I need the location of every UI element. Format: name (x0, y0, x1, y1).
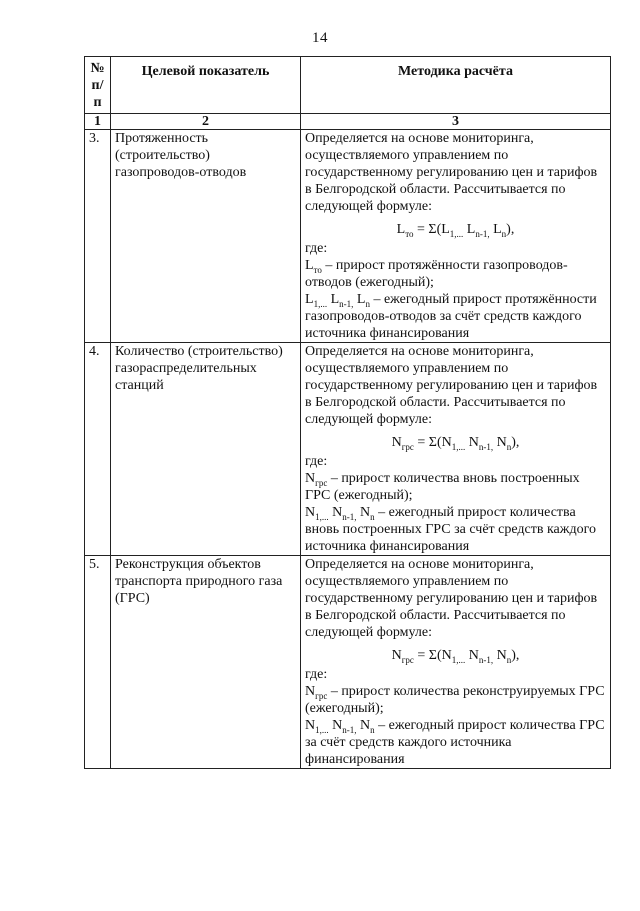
method-intro: Определяется на основе мониторинга, осуществляемого управлением по государственному регулированию цен и тарифов в Белгородской области. Рассчитывается по следующей формуле: (305, 131, 598, 214)
column-index-row (85, 114, 611, 130)
definition-annual-source: $N_{1,...}$ $N_{n-1,}$ $N_n$ – ежегодный прирост количества ГРС за счёт средств каждого источника финансирования (305, 718, 605, 767)
definition-growth: $N_{грс}$ – прирост количества вновь построенных ГРС (ежегодный); (305, 471, 580, 503)
target-indicator: Количество (строительство) газораспределительных станций (111, 343, 301, 556)
where-label: где: (305, 454, 328, 469)
row-number: 3. (85, 130, 111, 343)
target-indicator: Протяженность (строительство) газопроводов-отводов (111, 130, 301, 343)
header-method: Методика расчёта (301, 57, 611, 114)
where-label: где: (305, 667, 328, 682)
page-number: 14 (312, 30, 328, 46)
calculation-method (301, 556, 611, 769)
header-num: № п/п (85, 57, 111, 114)
definition-annual-source: $L_{1,...}$ $L_{n-1,}$ $L_n$ – ежегодный прирост протяжённости газопроводов-отводов за счёт средств каждого источника финансирования (305, 292, 597, 341)
column-index-2: 2 (111, 114, 301, 130)
header-indicator: Целевой показатель (111, 57, 301, 114)
formula: $L_{то} = \Sigma(L_{1,...}$ $L_{n-1,}$ $L_n$), (396, 222, 515, 239)
table-row (85, 130, 611, 343)
formula: $N_{грс} = \Sigma(N_{1,...}$ $N_{n-1,}$ $N_n$), (391, 435, 520, 452)
table-header-row (85, 57, 611, 114)
indicators-table (84, 56, 611, 769)
method-intro: Определяется на основе мониторинга, осуществляемого управлением по государственному регулированию цен и тарифов в Белгородской области. Рассчитывается по следующей формуле: (305, 344, 598, 427)
column-index-3: 3 (301, 114, 611, 130)
calculation-method (301, 343, 611, 556)
definition-growth: $L_{то}$ – прирост протяжённости газопроводов-отводов (ежегодный); (305, 258, 568, 290)
method-intro: Определяется на основе мониторинга, осуществляемого управлением по государственному регулированию цен и тарифов в Белгородской области. Рассчитывается по следующей формуле: (305, 557, 598, 640)
formula: $N_{грс} = \Sigma(N_{1,...}$ $N_{n-1,}$ $N_n$), (391, 648, 520, 665)
target-indicator: Реконструкция объектов транспорта природного газа (ГРС) (111, 556, 301, 769)
where-label: где: (305, 241, 328, 256)
calculation-method (301, 130, 611, 343)
definition-annual-source: $N_{1,...}$ $N_{n-1,}$ $N_n$ – ежегодный прирост количества вновь построенных ГРС за счёт средств каждого источника финансирования (305, 505, 596, 554)
row-number: 4. (85, 343, 111, 556)
table-row (85, 343, 611, 556)
row-number: 5. (85, 556, 111, 769)
column-index-1: 1 (85, 114, 111, 130)
definition-growth: $N_{грс}$ – прирост количества реконструируемых ГРС (ежегодный); (305, 684, 605, 716)
table-row (85, 556, 611, 769)
